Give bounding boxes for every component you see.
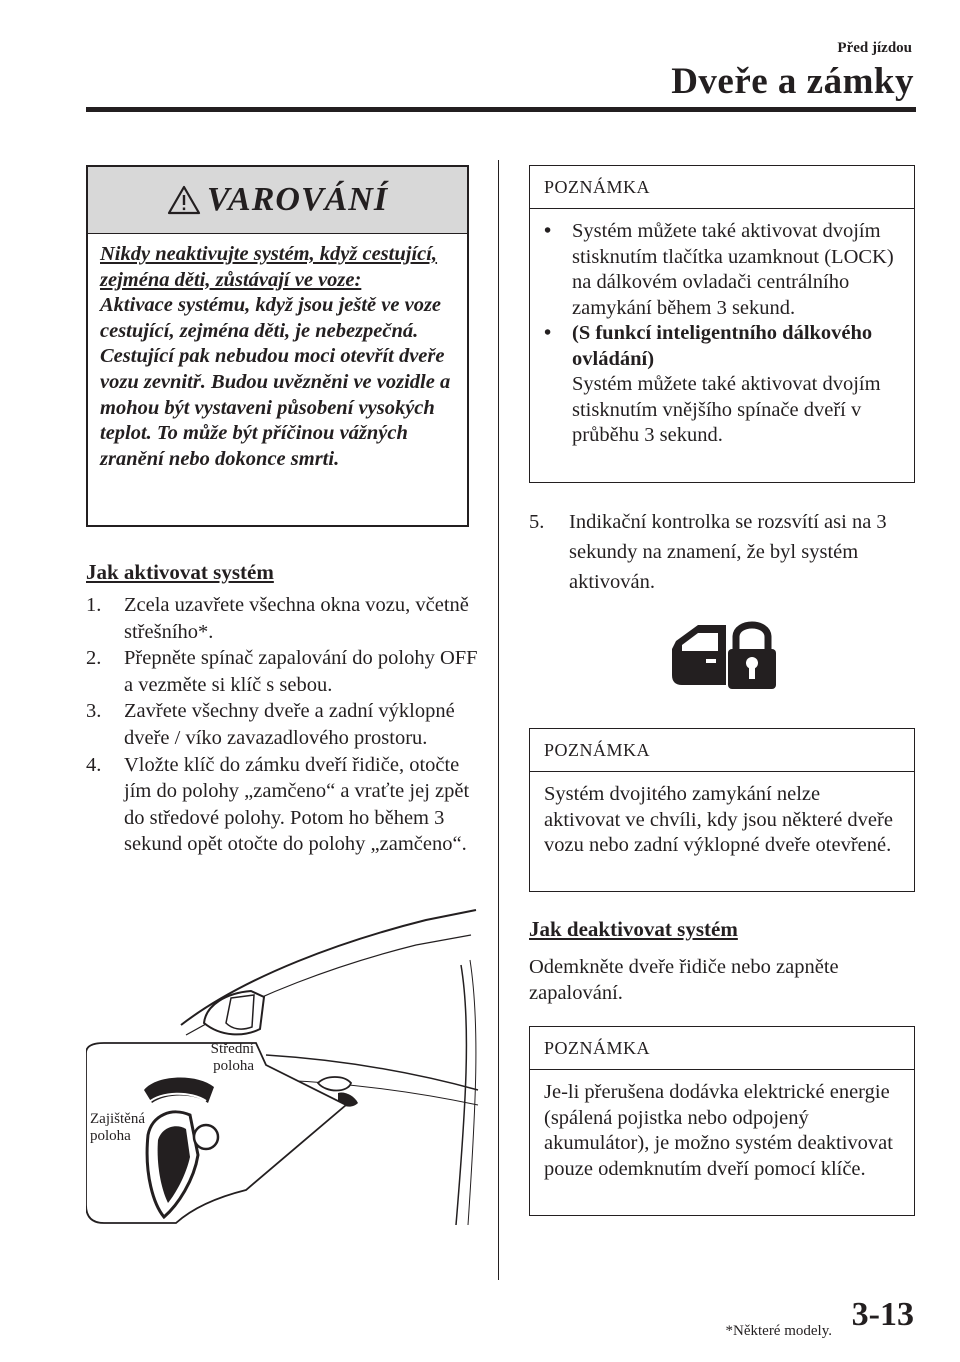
section-title: Před jízdou [837, 40, 912, 56]
step-text: Zavřete všechny dveře a zadní výklopné dveře / víko zavazadlového prostoru. [124, 700, 455, 749]
bullet-icon: • [544, 220, 552, 242]
bullet-icon: • [544, 322, 552, 344]
page-title: Dveře a zámky [671, 61, 914, 102]
warning-triangle-icon [167, 185, 201, 215]
note-body: Systém dvojitého zamykání nelze aktivovat ve chvíli, kdy jsou některé dveře vozu nebo zadní výklopné dveře otevřené. [544, 783, 893, 856]
bullet-text: Systém můžete také aktivovat dvojím stisknutím tlačítka uzamknout (LOCK) na dálkovém ovladači centrálního zamykání během 3 sekund. [572, 220, 894, 319]
note-heading: POZNÁMKA [530, 729, 914, 772]
warning-title: VAROVÁNÍ [206, 181, 389, 218]
note-bullet-1 [544, 219, 900, 321]
lock-cylinder [194, 1125, 218, 1149]
warning-body [88, 234, 467, 472]
step-number: 3. [86, 700, 102, 723]
bullet-body: Systém můžete také aktivovat dvojím stisknutím vnějšího spínače dveří v průběhu 3 sekund. [572, 373, 881, 446]
bullet-text [572, 321, 900, 449]
page-number: 3-13 [851, 1296, 914, 1333]
label-center-position: Střední poloha [210, 1041, 254, 1074]
warning-box [86, 165, 469, 527]
step-2 [86, 645, 486, 698]
door-handle [318, 1077, 351, 1091]
step-text: Vložte klíč do zámku dveří řidiče, otočte jím do polohy „zamčeno“ a vraťte jej zpět do středové polohy. Potom ho během 3 sekund opět otočte do polohy „zamčeno“. [124, 753, 470, 856]
step-4 [86, 752, 486, 858]
header-rule [86, 107, 916, 112]
step-1 [86, 592, 486, 645]
step-text: Indikační kontrolka se rozsvítí asi na 3 sekundy na znamení, že byl systém aktivován. [569, 511, 887, 593]
door-edge-2 [468, 960, 476, 1225]
door-key-illustration [86, 905, 486, 1225]
activate-heading: Jak aktivovat systém [86, 560, 274, 584]
warning-header [88, 167, 467, 234]
step-number: 1. [86, 594, 102, 616]
door-edge [456, 965, 466, 1225]
note-heading: POZNÁMKA [530, 166, 914, 209]
column-divider [498, 160, 499, 1280]
deactivate-text: Odemkněte dveře řidiče nebo zapněte zapalování. [529, 956, 839, 1004]
label-locked-position: Zajištěná poloha [90, 1111, 145, 1144]
bullet-bold: (S funkcí inteligentního dálkového ovládání) [572, 322, 873, 370]
step-5 [529, 507, 915, 597]
note-box-3 [529, 1026, 915, 1216]
note-body [530, 209, 914, 449]
step-text: Zcela uzavřete všechna okna vozu, včetně střešního*. [124, 594, 469, 643]
deactivate-heading: Jak deaktivovat systém [529, 917, 738, 941]
warning-underlined: Nikdy neaktivujte systém, když cestující, zejména děti, zůstávají ve voze: [100, 243, 438, 291]
note-box-1 [529, 165, 915, 483]
step-number: 2. [86, 647, 102, 670]
step-number: 5. [529, 511, 545, 533]
activate-steps [86, 592, 486, 858]
note-body: Je-li přerušena dodávka elektrické energie (spálená pojistka nebo odpojený akumulátor), je možno systém deaktivovat pouze odemknutím dveří pomocí klíče. [544, 1081, 893, 1180]
note-heading: POZNÁMKA [530, 1027, 914, 1070]
step-3 [86, 698, 486, 751]
step-number: 4. [86, 753, 102, 776]
step-text: Přepněte spínač zapalování do polohy OFF a vezměte si klíč s sebou. [124, 647, 478, 696]
note-bullet-2 [544, 321, 900, 449]
warning-text: Aktivace systému, když jsou ještě ve voze cestující, zejména děti, je nebezpečná. Cestující pak nebudou moci otevřít dveře vozu zevnitř. Budou uvězněni ve vozidle a mohou být vystaveni působení vysokých teplot. To může být příčinou vážných zranění nebo dokonce smrti. [100, 294, 451, 470]
security-indicator-icon [668, 613, 776, 693]
footnote: *Některé modely. [725, 1323, 832, 1339]
note-box-2 [529, 728, 915, 892]
